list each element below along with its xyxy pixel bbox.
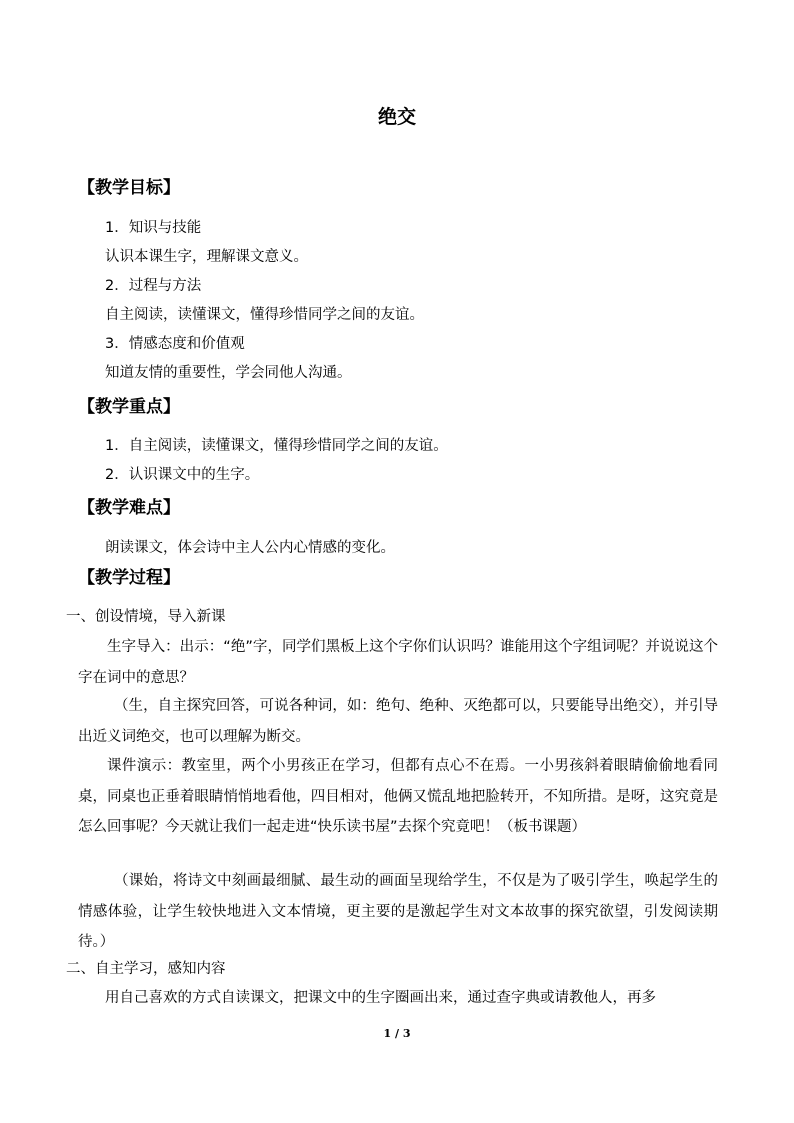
heading-key-points: 【教学重点】	[78, 397, 180, 417]
process-paragraph: （课始，将诗文中刻画最细腻、最生动的画面呈现给学生，不仅是为了吸引学生，唤起学生的情感体验，让学生较快地进入文本情境，更主要的是激起学生对文本故事的探究欲望，引发阅读期待。）	[78, 873, 718, 950]
process-part2-heading: 二、自主学习，感知内容	[66, 961, 226, 977]
key-point-item: 1．自主阅读，读懂课文，懂得珍惜同学之间的友谊。	[105, 438, 448, 454]
heading-difficulties: 【教学难点】	[78, 498, 180, 518]
objective-item: 1．知识与技能	[105, 220, 202, 236]
objective-item: 2．过程与方法	[105, 278, 202, 294]
objective-item: 3．情感态度和价值观	[105, 336, 245, 352]
heading-teaching-objectives: 【教学目标】	[78, 178, 180, 198]
heading-teaching-process: 【教学过程】	[78, 568, 180, 588]
difficulty-item: 朗读课文，体会诗中主人公内心情感的变化。	[105, 540, 395, 556]
objective-item: 认识本课生字，理解课文意义。	[105, 249, 308, 265]
process-part1-heading: 一、创设情境，导入新课	[66, 609, 226, 625]
key-point-item: 2．认识课文中的生字。	[105, 467, 260, 483]
process-paragraph: （生，自主探究回答，可说各种词，如：绝句、绝种、灭绝都可以，只要能导出绝交），并引导出近义词绝交，也可以理解为断交。	[78, 698, 718, 745]
objective-item: 知道友情的重要性，学会同他人沟通。	[105, 365, 352, 381]
process-paragraph: 生字导入：出示：“绝”字，同学们黑板上这个字你们认识吗？谁能用这个字组词呢？并说说这个字在词中的意思？	[78, 639, 718, 686]
process-paragraph: 用自己喜欢的方式自读课文，把课文中的生字圈画出来，通过查字典或请教他人，再多	[105, 990, 656, 1006]
objective-item: 自主阅读，读懂课文，懂得珍惜同学之间的友谊。	[105, 307, 424, 323]
page-number: 1 / 3	[383, 1027, 411, 1040]
process-paragraph: 课件演示：教室里，两个小男孩正在学习，但都有点心不在焉。一小男孩斜着眼睛偷偷地看同桌，同桌也正垂着眼睛悄悄地看他，四目相对，他俩又慌乱地把脸转开，不知所措。是呀，这究竟是怎么回事呢？今天就让我们一起走进“快乐读书屋”去探个究竟吧！（板书课题）	[78, 758, 718, 835]
page-title: 绝交	[377, 106, 416, 128]
